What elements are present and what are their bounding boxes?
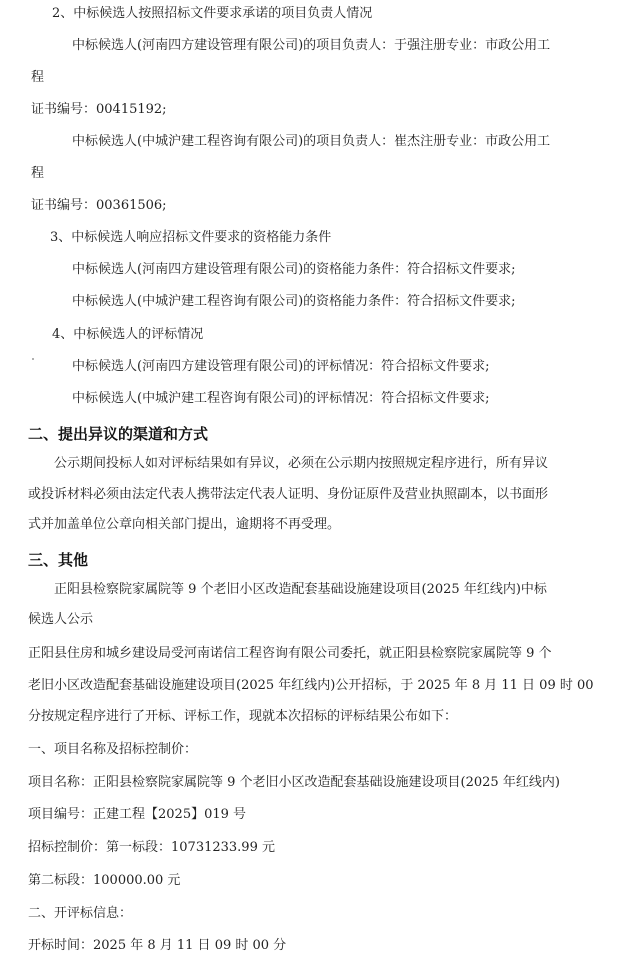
text-line: 式并加盖单位公章向相关部门提出，逾期将不再受理。	[28, 517, 341, 532]
text-line: 二、开评标信息：	[28, 906, 133, 921]
text-line: 4、中标候选人的评标情况	[52, 327, 204, 342]
text-line: 证书编号：00415192;	[31, 102, 167, 117]
text-line: 项目名称：正阳县检察院家属院等 9 个老旧小区改造配套基础设施建设项目(2025 年红线内)	[28, 775, 560, 790]
text-line: 候选人公示	[28, 612, 94, 627]
text-line: 招标控制价：第一标段：10731233.99 元	[28, 840, 275, 855]
section-heading: 二、提出异议的渠道和方式	[28, 425, 209, 443]
text-line: 2、中标候选人按照招标文件要求承诺的项目负责人情况	[52, 6, 373, 21]
text-line: 正阳县住房和城乡建设局受河南诺信工程咨询有限公司委托，就正阳县检察院家属院等 9 个	[28, 646, 552, 661]
text-line: 正阳县检察院家属院等 9 个老旧小区改造配套基础设施建设项目(2025 年红线内)中标	[54, 582, 547, 597]
text-line: 项目编号：正建工程【2025】019 号	[28, 807, 247, 822]
text-line: 3、中标候选人响应招标文件要求的资格能力条件	[50, 230, 332, 245]
text-line: 程	[31, 166, 45, 181]
text-line: 老旧小区改造配套基础设施建设项目(2025 年红线内)公开招标，于 2025 年 8 月 11 日 09 时 00	[28, 678, 594, 693]
text-line: 中标候选人(中城沪建工程咨询有限公司)的评标情况：符合招标文件要求;	[72, 391, 490, 406]
text-line: 公示期间投标人如对评标结果如有异议，必须在公示期内按照规定程序进行，所有异议	[54, 456, 549, 471]
text-line: 分按规定程序进行了开标、评标工作，现就本次招标的评标结果公布如下：	[28, 709, 458, 724]
scan-speck	[32, 358, 34, 360]
text-line: 第二标段：100000.00 元	[28, 873, 181, 888]
text-line: 开标时间：2025 年 8 月 11 日 09 时 00 分	[28, 938, 287, 953]
text-line: 中标候选人(河南四方建设管理有限公司)的项目负责人：于强注册专业：市政公用工	[72, 38, 551, 53]
section-heading: 三、其他	[28, 551, 89, 569]
text-line: 中标候选人(中城沪建工程咨询有限公司)的项目负责人：崔杰注册专业：市政公用工	[72, 134, 551, 149]
text-line: 一、项目名称及招标控制价：	[28, 742, 198, 757]
text-line: 中标候选人(河南四方建设管理有限公司)的评标情况：符合招标文件要求;	[72, 359, 490, 374]
text-line: 或投诉材料必须由法定代表人携带法定代表人证明、身份证原件及营业执照副本，以书面形	[28, 487, 549, 502]
text-line: 证书编号：00361506;	[31, 198, 167, 213]
text-line: 程	[31, 70, 45, 85]
text-line: 中标候选人(河南四方建设管理有限公司)的资格能力条件：符合招标文件要求;	[72, 262, 516, 277]
text-line: 中标候选人(中城沪建工程咨询有限公司)的资格能力条件：符合招标文件要求;	[72, 294, 516, 309]
